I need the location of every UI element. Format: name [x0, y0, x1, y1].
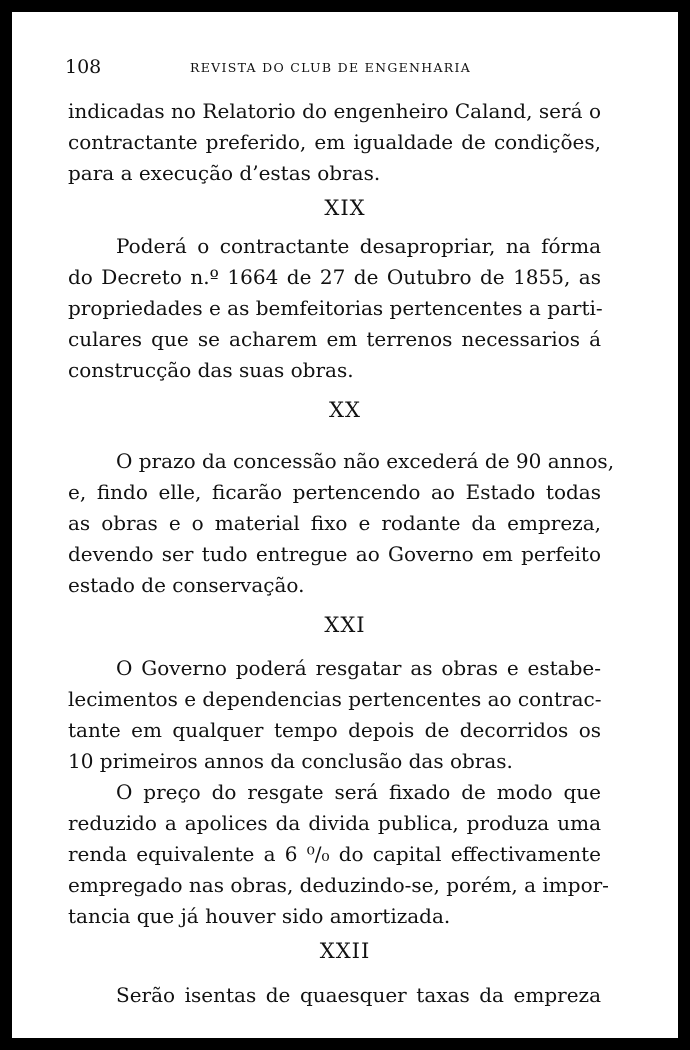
text-line: tancia que já houver sido amortizada. — [68, 904, 451, 928]
section-heading-xxii: XXII — [319, 939, 371, 963]
section-heading-xx: XX — [329, 398, 361, 422]
text-line: propriedades e as bemfeitorias pertencentes a parti- — [68, 296, 603, 320]
text-line: renda equivalente a 6 ⁰/₀ do capital effectivamente — [68, 842, 601, 866]
text-line: O prazo da concessão não excederá de 90 annos, — [116, 449, 615, 473]
text-line: empregado nas obras, deduzindo-se, porém, a impor- — [68, 873, 609, 897]
text-line: O Governo poderá resgatar as obras e estabe- — [116, 656, 601, 680]
text-line: e, findo elle, ficarão pertencendo ao Estado todas — [68, 480, 601, 504]
journal-title: REVISTA DO CLUB DE ENGENHARIA — [190, 60, 472, 75]
text-line: O preço do resgate será fixado de modo que — [116, 780, 601, 804]
text-line: culares que se acharem em terrenos necessarios á — [68, 327, 601, 351]
text-line: Serão isentas de quaesquer taxas da empreza — [116, 983, 601, 1007]
page-number: 108 — [65, 56, 102, 78]
text-line: 10 primeiros annos da conclusão das obras. — [68, 749, 513, 773]
text-line: lecimentos e dependencias pertencentes ao contrac- — [68, 687, 602, 711]
book-page — [12, 12, 678, 1038]
section-xix-paragraph — [68, 231, 601, 386]
text-line: contractante preferido, em igualdade de condições, — [68, 130, 601, 154]
text-line: estado de conservação. — [68, 573, 305, 597]
running-header — [65, 56, 625, 80]
section-heading-xix: XIX — [324, 196, 366, 220]
section-heading-xxi: XXI — [324, 613, 366, 637]
text-line: construcção das suas obras. — [68, 358, 354, 382]
text-line: do Decreto n.º 1664 de 27 de Outubro de 1855, as — [68, 265, 601, 289]
section-xxii-paragraph — [68, 980, 601, 1011]
text-line: Poderá o contractante desapropriar, na fórma — [116, 234, 601, 258]
section-xxi-paragraph — [68, 653, 609, 932]
text-line: as obras e o material fixo e rodante da empreza, — [68, 511, 601, 535]
text-line: tante em qualquer tempo depois de decorridos os — [68, 718, 601, 742]
text-line: indicadas no Relatorio do engenheiro Caland, será o — [68, 99, 601, 123]
text-line: reduzido a apolices da divida publica, produza uma — [68, 811, 601, 835]
intro-paragraph — [68, 96, 601, 189]
text-line: devendo ser tudo entregue ao Governo em perfeito — [68, 542, 601, 566]
text-line: para a execução d’estas obras. — [68, 161, 381, 185]
section-xx-paragraph — [68, 446, 615, 601]
